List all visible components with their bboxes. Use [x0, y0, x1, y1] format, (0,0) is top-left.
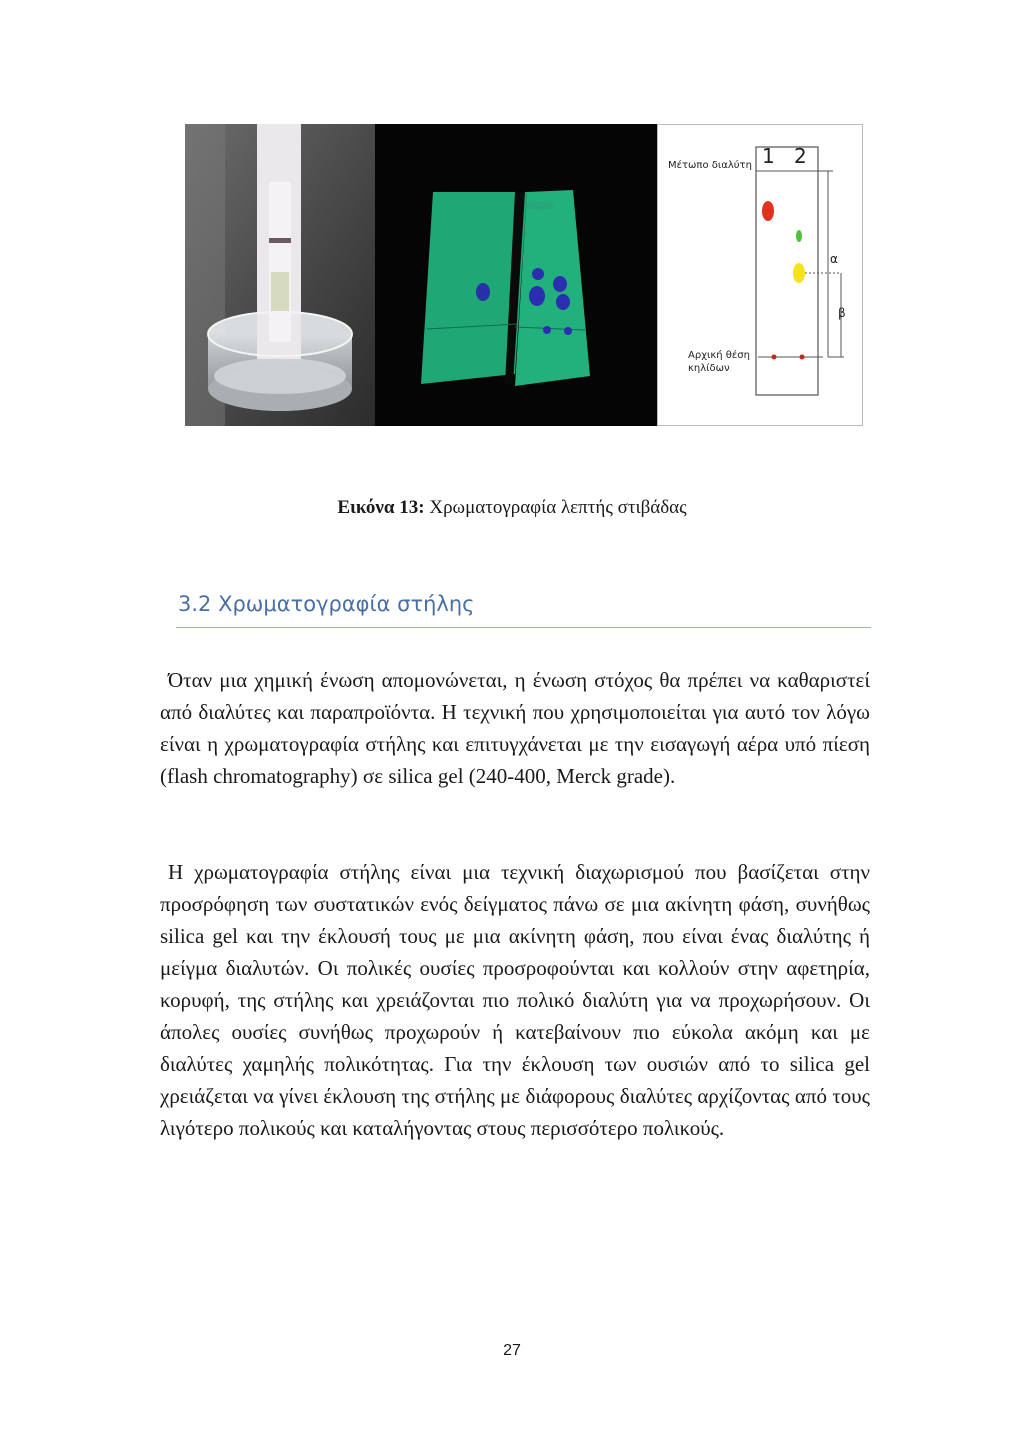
paragraph-2: Η χρωματογραφία στήλης είναι μια τεχνική διαχωρισμού που βασίζεται στην προσρόφηση των συστατικών ενός δείγματος πάνω σε μια ακίνητη φάση, συνήθως silica gel και την έκλουσή τους με μια ακίνητη φάση, που είναι ένας διαλύτης ή μείγμα διαλυτών. Οι πολικές ουσίες προσροφούνται και κολλούν στην αφετηρία, κορυφή, της στήλης και χρειάζονται πιο πολικό διαλύτη για να προχωρήσουν. Οι άπολες ουσίες συνήθως προχωρούν ή κατεβαίνουν πιο εύκολα ακόμη και με διαλύτες χαμηλής πολικότητας. Για την έκλουση των ουσιών από το silica gel χρειάζεται να γίνει έκλουση της στήλης με διάφορους διαλύτες αρχίζοντας από τους λιγότερο πολικούς και καταλήγοντας στους περισσότερο πολικούς. [160, 860, 870, 1140]
section-title: 3.2 Χρωματογραφία στήλης [178, 592, 475, 616]
spot-green [796, 230, 802, 242]
origin-spot-2 [800, 355, 805, 360]
photo-tlc-uv [375, 124, 657, 426]
origin-spot-1 [772, 355, 777, 360]
section-divider [176, 627, 871, 628]
paragraph-1: Όταν μια χημική ένωση απομονώνεται, η ένωση στόχος θα πρέπει να καθαριστεί από διαλύτες και παραπροϊόντα. Η τεχνική που χρησιμοποιείται για αυτό τον λόγω είναι η χρωματογραφία στήλης και επιτυγχάνεται με την εισαγωγή αέρα υπό πίεση (flash chromatography) σε silica gel (240-400, Merck grade). [160, 668, 870, 788]
caption-label: Εικόνα 13: [337, 497, 425, 518]
figure-tlc [185, 124, 863, 426]
origin-label-line1: Αρχική θέση [688, 350, 750, 361]
lane-2-label: 2 [794, 144, 807, 168]
tlc-schematic-diagram [658, 125, 862, 425]
caption-text: Χρωματογραφία λεπτής στιβάδας [424, 497, 687, 518]
tlc-beaker-illustration [185, 124, 375, 426]
origin-label-line2: κηλίδων [688, 363, 730, 374]
solvent-front-label: Μέτωπο διαλύτη [668, 160, 752, 171]
tlc-uv-plates-illustration [375, 124, 657, 426]
figure-caption [0, 497, 1024, 519]
tlc-schematic [657, 124, 863, 426]
spot-yellow [793, 263, 805, 283]
alpha-label: α [830, 252, 838, 266]
spot-red [762, 201, 774, 221]
page-number: 27 [503, 1342, 521, 1359]
lane-1-label: 1 [762, 144, 775, 168]
beta-label: β [838, 306, 846, 320]
photo-tlc-beaker [185, 124, 375, 426]
plate-outline [756, 147, 818, 395]
